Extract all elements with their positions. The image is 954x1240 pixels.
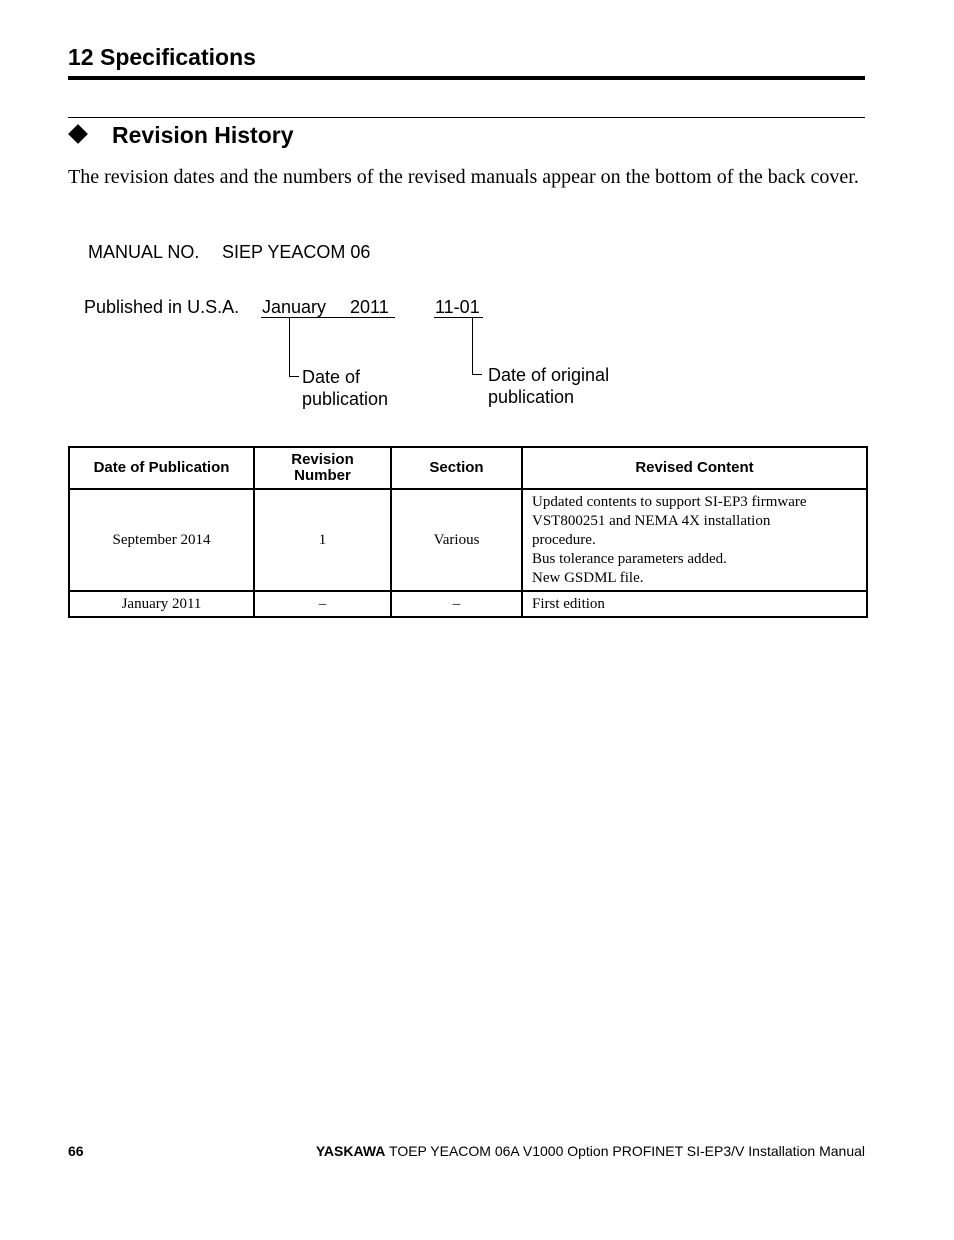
publication-date-underline — [261, 317, 395, 318]
cell-section: Various — [391, 489, 522, 591]
revision-table — [68, 446, 868, 618]
publication-month: January — [262, 297, 327, 317]
callout-date-line-2: publication — [302, 389, 389, 409]
original-leader-line — [472, 318, 473, 375]
chapter-title: 12 Specifications — [68, 44, 256, 70]
footer-brand: YASKAWA — [315, 1143, 386, 1159]
cell-date: January 2011 — [69, 591, 254, 617]
table-row — [69, 591, 867, 617]
header-section: Section — [391, 447, 522, 489]
page-number: 66 — [68, 1143, 84, 1159]
section-rule — [68, 117, 865, 118]
content-line: procedure. — [532, 531, 596, 548]
table-row — [69, 489, 867, 591]
publication-year: 2011 — [350, 297, 389, 317]
cell-revision: – — [254, 591, 391, 617]
published-label: Published in U.S.A. — [84, 297, 240, 317]
date-leader-line — [289, 318, 290, 377]
intro-paragraph: The revision dates and the numbers of the revised manuals appear on the bottom of the back cover. — [68, 166, 859, 188]
date-leader-tick — [289, 376, 299, 377]
cell-section: – — [391, 591, 522, 617]
callout-date-of-original — [488, 364, 609, 408]
chapter-rule — [68, 76, 865, 80]
header-date: Date of Publication — [69, 447, 254, 489]
header-revision-line-1: Revision — [291, 451, 354, 468]
content-line: New GSDML file. — [532, 569, 644, 586]
content-line: Bus tolerance parameters added. — [532, 550, 727, 567]
content-line: VST800251 and NEMA 4X installation — [532, 512, 771, 529]
manual-number-value: SIEP YEACOM 06 — [222, 242, 371, 262]
content-line: First edition — [532, 595, 605, 612]
original-publication-code: 11-01 — [435, 297, 480, 317]
original-code-underline — [434, 317, 483, 318]
header-revision-line-2: Number — [294, 467, 351, 484]
original-leader-tick — [472, 374, 482, 375]
footer-manual-title: TOEP YEACOM 06A V1000 Option PROFINET SI-EP3/V Installation Manual — [385, 1143, 865, 1159]
content-line: Updated contents to support SI-EP3 firmware — [532, 493, 807, 510]
cell-content — [522, 489, 867, 591]
footer-text — [316, 1143, 865, 1159]
callout-orig-line-2: publication — [488, 387, 575, 407]
section-title: Revision History — [112, 122, 294, 148]
header-content: Revised Content — [522, 447, 867, 489]
manual-number-label: MANUAL NO. — [88, 242, 200, 262]
header-revision — [254, 447, 391, 489]
table-header-row — [69, 447, 867, 489]
callout-date-of-publication — [302, 366, 388, 410]
cell-content — [522, 591, 867, 617]
callout-orig-line-1: Date of original — [488, 365, 610, 385]
cell-revision: 1 — [254, 489, 391, 591]
diamond-icon — [68, 124, 88, 144]
cell-date: September 2014 — [69, 489, 254, 591]
callout-date-line-1: Date of — [302, 367, 361, 387]
